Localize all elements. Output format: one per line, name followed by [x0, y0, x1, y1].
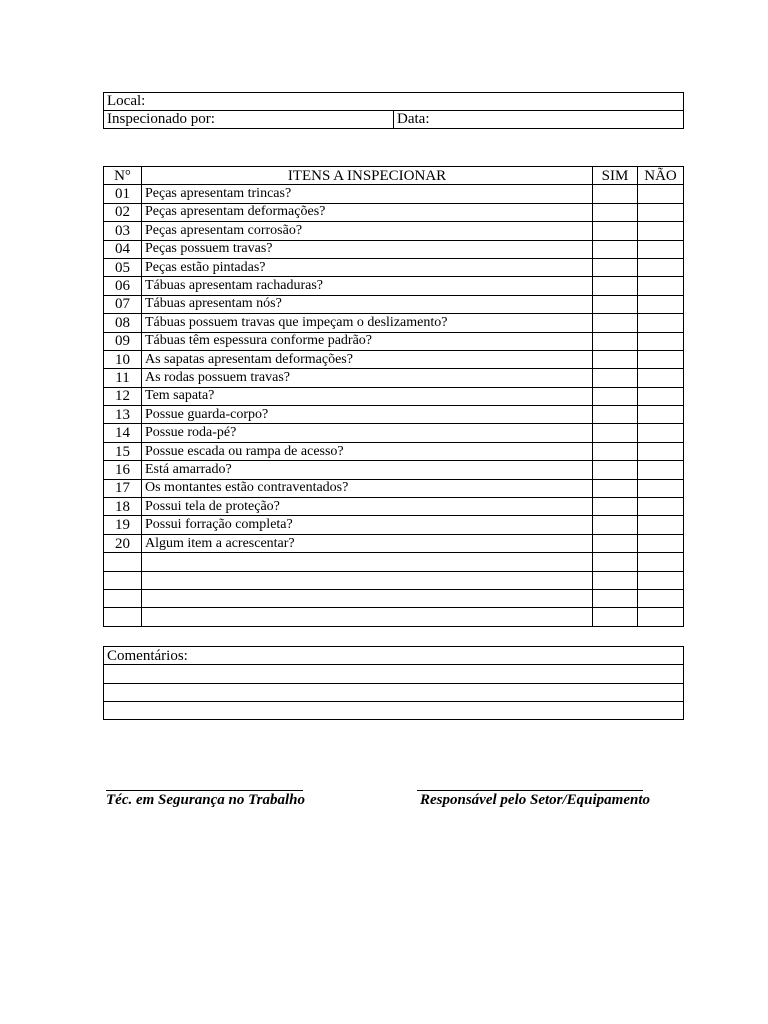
checklist-row	[104, 277, 684, 295]
no-checkbox-cell[interactable]	[638, 350, 684, 368]
header-table	[103, 92, 684, 129]
item-number: 05	[104, 258, 142, 276]
checklist-row	[104, 442, 684, 460]
item-number: 18	[104, 498, 142, 516]
comments-label: Comentários:	[104, 647, 684, 665]
checklist-row	[104, 314, 684, 332]
checklist-blank-row	[104, 571, 684, 589]
date-field[interactable]	[394, 111, 684, 129]
yes-checkbox-cell[interactable]	[593, 369, 638, 387]
checklist-row	[104, 479, 684, 497]
no-checkbox-cell[interactable]	[638, 295, 684, 313]
checklist-row	[104, 534, 684, 552]
comment-line-row	[104, 683, 684, 701]
checklist-blank-row	[104, 553, 684, 571]
column-header-item: ITENS A INSPECIONAR	[142, 167, 593, 185]
checklist-row	[104, 424, 684, 442]
checklist-row	[104, 332, 684, 350]
yes-checkbox-cell[interactable]	[593, 295, 638, 313]
no-checkbox-cell[interactable]	[638, 258, 684, 276]
item-number: 11	[104, 369, 142, 387]
column-header-yes: SIM	[593, 167, 638, 185]
signature-line-left	[106, 790, 303, 791]
yes-checkbox-cell[interactable]	[593, 424, 638, 442]
signature-line-right	[417, 790, 643, 791]
signature-label-left: Téc. em Segurança no Trabalho	[106, 792, 306, 808]
comment-line-field[interactable]	[104, 665, 684, 683]
signature-label-right: Responsável pelo Setor/Equipamento	[420, 792, 651, 808]
blank-number-cell[interactable]	[104, 571, 142, 589]
checklist-row	[104, 369, 684, 387]
yes-checkbox-cell[interactable]	[593, 534, 638, 552]
blank-number-cell[interactable]	[104, 608, 142, 626]
item-description: Peças apresentam deformações?	[142, 203, 593, 221]
comments-header-row	[104, 647, 684, 665]
date-label: Data:	[397, 111, 430, 127]
checklist-row	[104, 498, 684, 516]
no-checkbox-cell[interactable]	[638, 406, 684, 424]
item-number: 09	[104, 332, 142, 350]
item-description: Tábuas têm espessura conforme padrão?	[142, 332, 593, 350]
checklist-row	[104, 203, 684, 221]
item-description: Peças apresentam corrosão?	[142, 222, 593, 240]
yes-checkbox-cell[interactable]	[593, 442, 638, 460]
yes-checkbox-cell[interactable]	[593, 571, 638, 589]
comment-line-row	[104, 665, 684, 683]
inspector-label: Inspecionado por:	[107, 111, 215, 127]
checklist-row	[104, 461, 684, 479]
item-number: 03	[104, 222, 142, 240]
no-checkbox-cell[interactable]	[638, 240, 684, 258]
item-number: 01	[104, 185, 142, 203]
checklist-blank-row	[104, 589, 684, 607]
item-description: Possue guarda-corpo?	[142, 406, 593, 424]
no-checkbox-cell[interactable]	[638, 332, 684, 350]
item-description: Possui tela de proteção?	[142, 498, 593, 516]
comment-line-field[interactable]	[104, 683, 684, 701]
yes-checkbox-cell[interactable]	[593, 516, 638, 534]
item-description: Tábuas apresentam rachaduras?	[142, 277, 593, 295]
no-checkbox-cell[interactable]	[638, 442, 684, 460]
checklist-row	[104, 185, 684, 203]
yes-checkbox-cell[interactable]	[593, 461, 638, 479]
checklist-row	[104, 516, 684, 534]
comments-table	[103, 646, 684, 720]
yes-checkbox-cell[interactable]	[593, 258, 638, 276]
item-description: Peças apresentam trincas?	[142, 185, 593, 203]
no-checkbox-cell[interactable]	[638, 185, 684, 203]
checklist-row	[104, 406, 684, 424]
yes-checkbox-cell[interactable]	[593, 332, 638, 350]
checklist-header-row	[104, 167, 684, 185]
item-number: 17	[104, 479, 142, 497]
checklist-body	[104, 185, 684, 626]
column-header-num: N°	[104, 167, 142, 185]
no-checkbox-cell[interactable]	[638, 534, 684, 552]
no-checkbox-cell[interactable]	[638, 387, 684, 405]
item-number: 07	[104, 295, 142, 313]
yes-checkbox-cell[interactable]	[593, 498, 638, 516]
item-number: 06	[104, 277, 142, 295]
item-number: 02	[104, 203, 142, 221]
item-description: Tem sapata?	[142, 387, 593, 405]
yes-checkbox-cell[interactable]	[593, 314, 638, 332]
item-description: As sapatas apresentam deformações?	[142, 350, 593, 368]
no-checkbox-cell[interactable]	[638, 498, 684, 516]
checklist-table	[103, 166, 684, 627]
local-field[interactable]	[104, 93, 684, 111]
item-description: Está amarrado?	[142, 461, 593, 479]
no-checkbox-cell[interactable]	[638, 222, 684, 240]
item-number: 20	[104, 534, 142, 552]
item-number: 14	[104, 424, 142, 442]
item-number: 19	[104, 516, 142, 534]
checklist-row	[104, 258, 684, 276]
checklist-row	[104, 222, 684, 240]
no-checkbox-cell[interactable]	[638, 608, 684, 626]
no-checkbox-cell[interactable]	[638, 314, 684, 332]
local-row	[104, 93, 684, 111]
item-description: Peças possuem travas?	[142, 240, 593, 258]
yes-checkbox-cell[interactable]	[593, 608, 638, 626]
yes-checkbox-cell[interactable]	[593, 406, 638, 424]
item-description: As rodas possuem travas?	[142, 369, 593, 387]
no-checkbox-cell[interactable]	[638, 369, 684, 387]
no-checkbox-cell[interactable]	[638, 203, 684, 221]
yes-checkbox-cell[interactable]	[593, 185, 638, 203]
item-description: Possui forração completa?	[142, 516, 593, 534]
comment-line-row	[104, 701, 684, 719]
checklist-row	[104, 240, 684, 258]
checklist-row	[104, 350, 684, 368]
column-header-no: NÃO	[638, 167, 684, 185]
item-number: 10	[104, 350, 142, 368]
yes-checkbox-cell[interactable]	[593, 553, 638, 571]
yes-checkbox-cell[interactable]	[593, 479, 638, 497]
item-description: Os montantes estão contraventados?	[142, 479, 593, 497]
comment-line-field[interactable]	[104, 701, 684, 719]
item-description: Tábuas apresentam nós?	[142, 295, 593, 313]
item-number: 12	[104, 387, 142, 405]
inspector-field[interactable]	[104, 111, 394, 129]
item-description: Tábuas possuem travas que impeçam o deslizamento?	[142, 314, 593, 332]
item-number: 16	[104, 461, 142, 479]
item-description: Possue roda-pé?	[142, 424, 593, 442]
checklist-row	[104, 295, 684, 313]
no-checkbox-cell[interactable]	[638, 479, 684, 497]
blank-item-cell[interactable]	[142, 553, 593, 571]
no-checkbox-cell[interactable]	[638, 589, 684, 607]
item-description: Possue escada ou rampa de acesso?	[142, 442, 593, 460]
item-description: Peças estão pintadas?	[142, 258, 593, 276]
item-description: Algum item a acrescentar?	[142, 534, 593, 552]
no-checkbox-cell[interactable]	[638, 516, 684, 534]
no-checkbox-cell[interactable]	[638, 277, 684, 295]
checklist-blank-row	[104, 608, 684, 626]
yes-checkbox-cell[interactable]	[593, 222, 638, 240]
yes-checkbox-cell[interactable]	[593, 240, 638, 258]
yes-checkbox-cell[interactable]	[593, 589, 638, 607]
item-number: 15	[104, 442, 142, 460]
item-number: 08	[104, 314, 142, 332]
no-checkbox-cell[interactable]	[638, 461, 684, 479]
inspector-date-row	[104, 111, 684, 129]
blank-number-cell[interactable]	[104, 589, 142, 607]
item-number: 04	[104, 240, 142, 258]
yes-checkbox-cell[interactable]	[593, 277, 638, 295]
no-checkbox-cell[interactable]	[638, 424, 684, 442]
no-checkbox-cell[interactable]	[638, 571, 684, 589]
yes-checkbox-cell[interactable]	[593, 350, 638, 368]
blank-item-cell[interactable]	[142, 608, 593, 626]
checklist-row	[104, 387, 684, 405]
blank-number-cell[interactable]	[104, 553, 142, 571]
yes-checkbox-cell[interactable]	[593, 203, 638, 221]
local-label: Local:	[107, 93, 146, 109]
blank-item-cell[interactable]	[142, 571, 593, 589]
no-checkbox-cell[interactable]	[638, 553, 684, 571]
item-number: 13	[104, 406, 142, 424]
blank-item-cell[interactable]	[142, 589, 593, 607]
yes-checkbox-cell[interactable]	[593, 387, 638, 405]
